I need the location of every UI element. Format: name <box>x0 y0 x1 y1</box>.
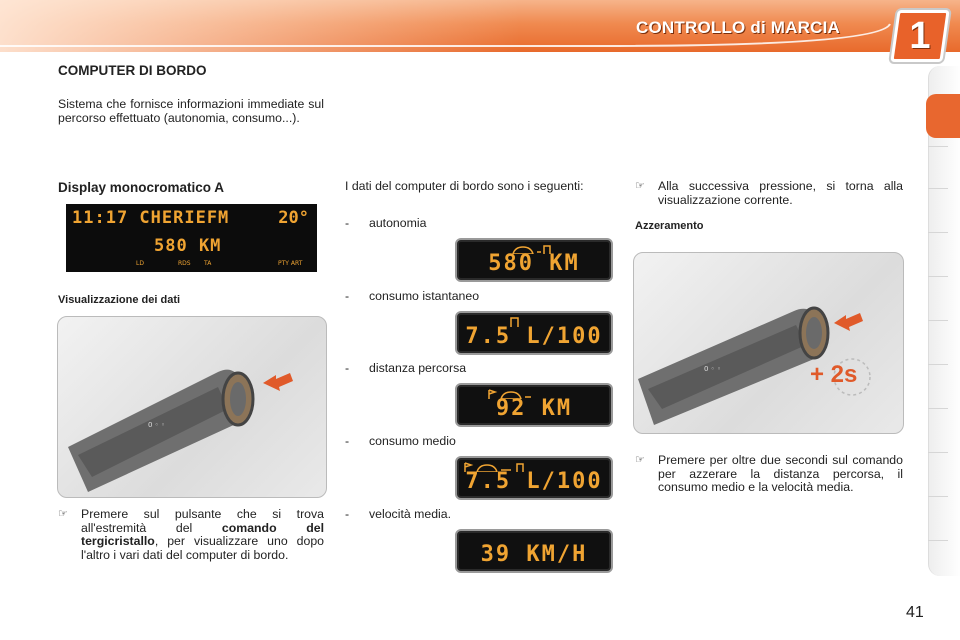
list-dash: - <box>345 434 350 448</box>
list-item-average-consumption <box>345 434 456 448</box>
list-item-instant-consumption <box>345 289 479 303</box>
display-line1: 11:17 CHERIEFM <box>72 208 230 228</box>
chapter-sidebar <box>928 66 960 576</box>
lcd-distance <box>455 383 613 427</box>
reset-timer-label: + 2s <box>810 361 858 388</box>
list-dash: - <box>345 216 350 230</box>
lcd-range-value: 580 KM <box>488 251 580 276</box>
list-item-label: velocità media. <box>369 507 452 521</box>
sidebar-divider <box>928 452 948 453</box>
view-heading: Visualizzazione dei dati <box>58 294 181 306</box>
display-heading: Display monocromatico A <box>58 180 225 195</box>
hand-pointer-icon: ☞ <box>635 454 645 466</box>
header-band <box>0 0 960 52</box>
view-bullet <box>58 508 324 562</box>
display-line2: 580 KM <box>154 236 222 256</box>
reset-stalk-photo <box>633 252 904 434</box>
sidebar-divider <box>928 276 948 277</box>
chapter-number: 1 <box>909 15 931 57</box>
hand-pointer-icon: ☞ <box>58 508 68 520</box>
display-tiny-ld: LD <box>136 260 144 267</box>
list-item-average-speed <box>345 507 451 521</box>
view-bullet-text <box>81 508 324 562</box>
chapter-title: CONTROLLO di MARCIA <box>636 18 840 37</box>
list-dash: - <box>345 507 350 521</box>
lcd-distance-value: 92 KM <box>495 396 573 421</box>
display-temperature: 20° <box>278 208 309 228</box>
sidebar-divider <box>928 496 948 497</box>
view-bullet-pre: Premere sul pulsante che si trova all'estremità del <box>81 507 324 535</box>
lcd-range <box>455 238 613 282</box>
lcd-average-speed-value: 39 KM/H <box>480 542 588 567</box>
list-item-label: distanza percorsa <box>369 361 467 375</box>
next-press-bullet <box>635 180 903 207</box>
display-tiny-rds: RDS <box>178 260 191 267</box>
sidebar-divider <box>928 146 948 147</box>
lcd-instant-consumption <box>455 311 613 355</box>
sidebar-divider <box>928 320 948 321</box>
monochrome-display <box>66 204 317 272</box>
intro-paragraph: Sistema che fornisce informazioni immediate sul percorso effettuato (autonomia, consumo...). <box>58 97 324 125</box>
list-item-distance <box>345 361 466 375</box>
reset-bullet <box>635 454 903 495</box>
lcd-average-consumption <box>455 456 613 500</box>
list-item-label: consumo istantaneo <box>369 289 480 303</box>
data-list-intro: I dati del computer di bordo sono i seguenti: <box>345 179 584 193</box>
lcd-average-consumption-value: 7.5 L/100 <box>465 469 603 494</box>
sidebar-divider <box>928 364 948 365</box>
view-bullet-post: , per visualizzare uno dopo l'altro i vari dati del computer di bordo. <box>81 534 324 562</box>
view-bullet-bold: comando del tergicristallo <box>81 520 324 548</box>
svg-text:0 ◦ ◦: 0 ◦ ◦ <box>704 365 722 373</box>
wiper-stalk-photo <box>57 316 327 498</box>
wiper-stalk-illustration <box>58 317 326 497</box>
sidebar-divider <box>928 540 948 541</box>
list-item-label: consumo medio <box>369 434 456 448</box>
chapter-tab-active[interactable] <box>926 94 960 138</box>
sidebar-divider <box>928 188 948 189</box>
hand-pointer-icon: ☞ <box>635 180 645 192</box>
list-dash: - <box>345 289 350 303</box>
lcd-instant-consumption-value: 7.5 L/100 <box>465 324 603 349</box>
chapter-badge <box>890 10 949 62</box>
page-number: 41 <box>906 604 924 621</box>
list-dash: - <box>345 361 350 375</box>
reset-heading: Azzeramento <box>635 220 704 232</box>
reset-stalk-illustration <box>634 253 903 433</box>
svg-text:0 ◦ ◦: 0 ◦ ◦ <box>148 421 166 429</box>
display-tiny-pty: PTY ART <box>278 260 303 267</box>
reset-bullet-text: Premere per oltre due secondi sul comando per azzerare la distanza percorsa, il consumo medio e la velocità media. <box>658 453 903 494</box>
sidebar-divider <box>928 408 948 409</box>
page-title: COMPUTER DI BORDO <box>58 63 207 78</box>
sidebar-divider <box>928 232 948 233</box>
display-tiny-ta: TA <box>204 260 212 267</box>
next-press-text: Alla successiva pressione, si torna alla visualizzazione corrente. <box>658 179 903 207</box>
list-item-range <box>345 216 426 230</box>
lcd-average-speed <box>455 529 613 573</box>
list-item-label: autonomia <box>369 216 427 230</box>
